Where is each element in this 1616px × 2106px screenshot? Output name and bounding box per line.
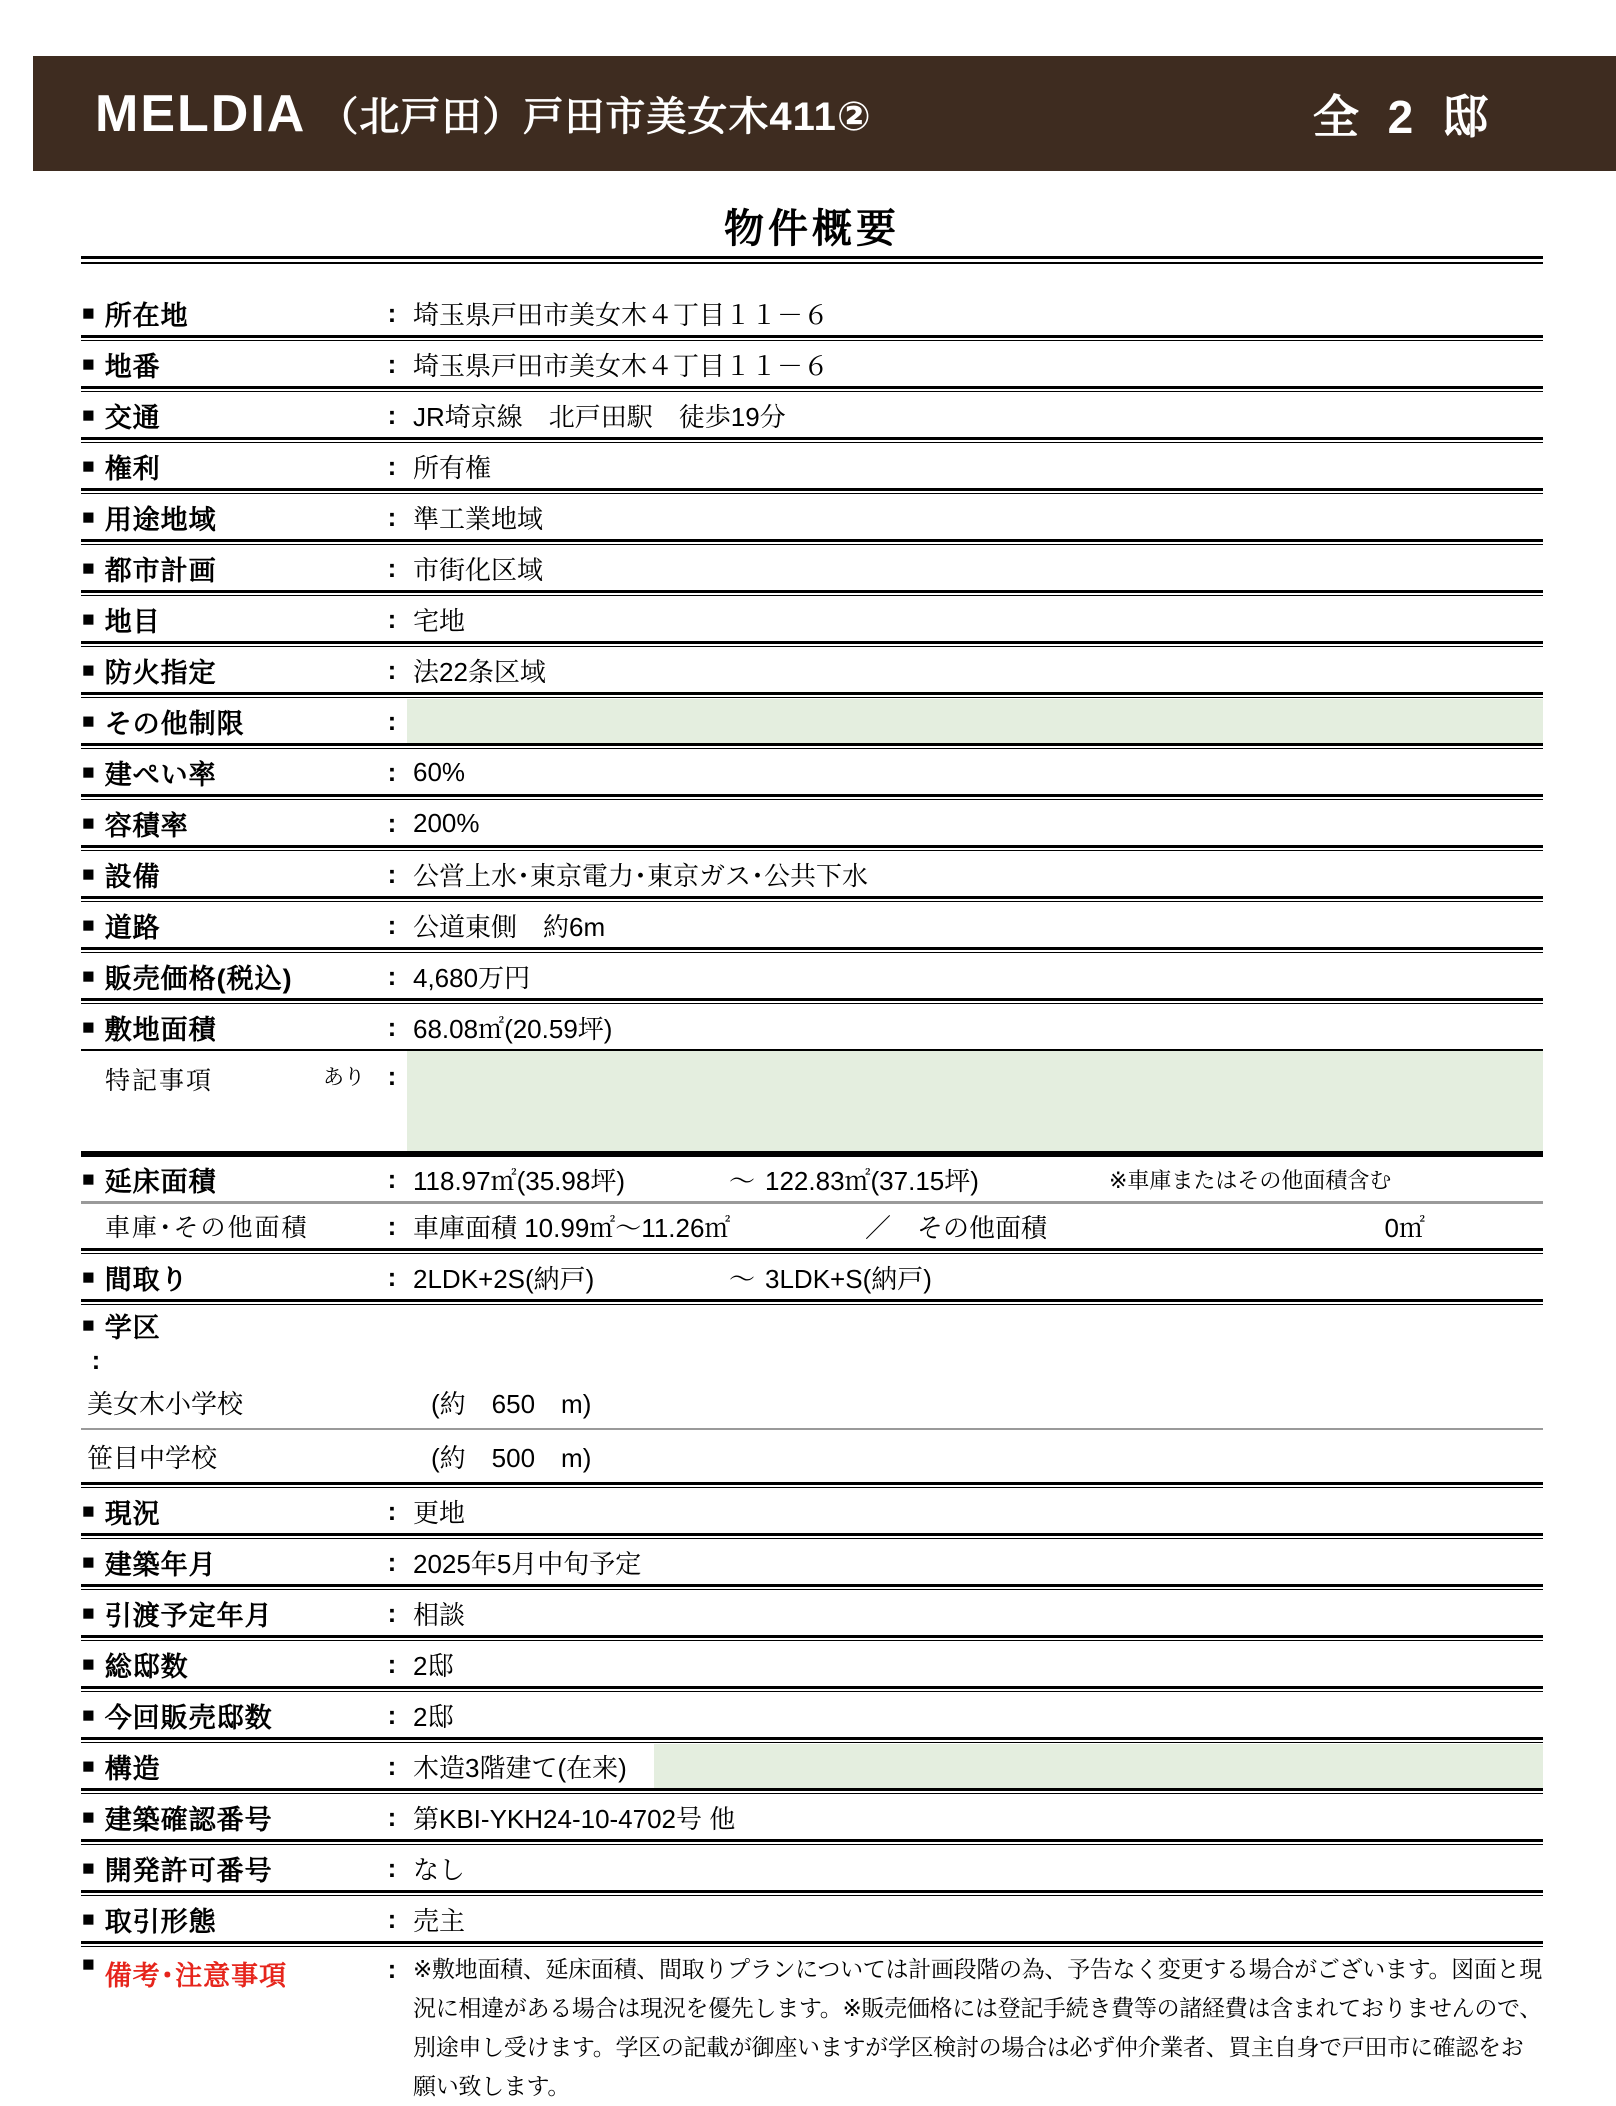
row-bullet-icon: ■	[82, 352, 95, 376]
row-divider	[81, 1737, 1543, 1744]
table-row	[81, 1693, 1543, 1737]
row-label-cell	[81, 801, 377, 845]
row-label: 敷地面積	[104, 1014, 217, 1045]
row-value	[407, 1204, 1543, 1248]
row-bullet-icon: ■	[82, 1953, 95, 1976]
row-label: 引渡予定年月	[104, 1600, 273, 1631]
row-label-cell	[81, 852, 377, 896]
row-label: 延床面積	[104, 1166, 217, 1197]
row-colon: :	[387, 501, 397, 532]
row-divider	[81, 641, 1543, 648]
row-value: 4,680万円	[413, 962, 531, 993]
table-row	[81, 291, 1543, 335]
row-label: 建築確認番号	[104, 1804, 273, 1835]
row-divider	[81, 437, 1543, 444]
row-label-cell	[81, 1642, 377, 1686]
spec-table	[81, 291, 1543, 2106]
row-colon: :	[387, 297, 397, 328]
row-label: 地目	[104, 606, 161, 637]
row-bullet-icon: ■	[82, 1907, 95, 1931]
row-bullet-icon: ■	[82, 964, 95, 988]
row-value	[407, 1157, 1543, 1201]
row-label-cell	[81, 1744, 377, 1788]
row-label-cell	[81, 903, 377, 947]
row-colon: :	[387, 858, 397, 889]
table-row	[81, 1897, 1543, 1941]
row-divider	[81, 1482, 1543, 1489]
row-label-cell	[81, 546, 377, 590]
row-colon: :	[387, 1852, 397, 1883]
table-row	[81, 1306, 1543, 1482]
row-bullet-icon: ■	[82, 862, 95, 886]
row-bullet-icon: ■	[82, 913, 95, 937]
row-value: 更地	[413, 1497, 466, 1528]
row-colon: :	[387, 1210, 397, 1241]
row-divider	[81, 335, 1543, 342]
row-value: 相談	[413, 1599, 466, 1630]
row-bullet-icon: ■	[82, 607, 95, 631]
school-name: 美女木小学校	[87, 1388, 244, 1419]
other-area-label: ／ その他面積	[865, 1212, 1048, 1243]
row-divider	[81, 1890, 1543, 1897]
row-label-cell	[81, 1255, 377, 1299]
row-label-cell	[81, 699, 377, 743]
row-bullet-icon: ■	[82, 1652, 95, 1676]
row-divider	[81, 1248, 1543, 1255]
table-row	[81, 546, 1543, 590]
row-divider	[81, 590, 1543, 597]
row-label: 取引形態	[104, 1906, 217, 1937]
row-label: 所在地	[104, 300, 189, 331]
row-colon: :	[387, 399, 397, 430]
row-bullet-icon: ■	[82, 760, 95, 784]
table-row	[81, 1005, 1543, 1049]
row-bullet-icon: ■	[82, 1167, 95, 1191]
row-label: 交通	[104, 402, 161, 433]
row-value: 60%	[413, 756, 466, 787]
row-value: JR埼京線 北戸田駅 徒歩19分	[413, 401, 786, 432]
row-label: 特記事項	[105, 1067, 214, 1095]
row-colon: :	[387, 909, 397, 940]
row-label-cell	[81, 1795, 377, 1839]
row-label: 現況	[104, 1498, 161, 1529]
row-colon: :	[387, 348, 397, 379]
row-label: 総邸数	[104, 1651, 189, 1682]
table-row	[81, 444, 1543, 488]
row-value green-cell	[407, 699, 1543, 743]
value-max: 3LDK+S(納戸)	[765, 1263, 932, 1294]
row-bullet-icon: ■	[82, 1314, 95, 1337]
row-value: 2邸	[413, 1701, 454, 1732]
row-divider	[81, 1533, 1543, 1540]
row-label: その他制限	[104, 708, 245, 739]
row-bullet-icon: ■	[82, 1601, 95, 1625]
value-min: 2LDK+2S(納戸)	[413, 1263, 595, 1294]
row-bullet-icon: ■	[82, 505, 95, 529]
row-label: 建ぺい率	[104, 759, 217, 790]
row-label: 備考･注意事項	[104, 1961, 288, 1991]
table-row	[81, 1204, 1543, 1248]
row-divider	[81, 488, 1543, 495]
row-colon: :	[387, 807, 397, 838]
row-bullet-icon: ■	[82, 1265, 95, 1289]
row-value: 公営上水･東京電力･東京ガス･公共下水	[413, 860, 869, 891]
table-row	[81, 342, 1543, 386]
table-row	[81, 1846, 1543, 1890]
row-divider	[81, 1635, 1543, 1642]
row-colon: :	[387, 603, 397, 634]
school-name: 笹目中学校	[87, 1442, 218, 1473]
row-divider	[81, 1839, 1543, 1846]
row-colon: :	[387, 1546, 397, 1577]
row-label: 学区	[104, 1313, 161, 1343]
header-bar	[33, 56, 1616, 171]
row-label: 道路	[104, 912, 161, 943]
row-divider	[81, 845, 1543, 852]
row-bullet-icon: ■	[82, 658, 95, 682]
school-row	[81, 1430, 1543, 1482]
row-colon: :	[387, 654, 397, 685]
row-label-cell	[81, 1306, 377, 1345]
row-divider	[81, 1788, 1543, 1795]
row-bullet-icon: ■	[82, 1499, 95, 1523]
row-value	[407, 1744, 1543, 1788]
row-label: 都市計画	[104, 555, 217, 586]
row-colon: :	[387, 1061, 397, 1091]
row-colon: :	[387, 1750, 397, 1781]
tokki-note: あり	[323, 1066, 365, 1089]
row-label-cell	[81, 393, 377, 437]
row-bullet-icon: ■	[82, 1754, 95, 1778]
row-value: 売主	[413, 1905, 466, 1936]
table-row	[81, 750, 1543, 794]
table-row	[81, 1489, 1543, 1533]
row-label: 建築年月	[104, 1549, 217, 1580]
row-bullet-icon: ■	[82, 1856, 95, 1880]
table-row	[81, 1157, 1543, 1201]
garage-area: 車庫面積 10.99㎡～11.26㎡	[413, 1212, 731, 1243]
row-bullet-icon: ■	[82, 811, 95, 835]
table-row	[81, 597, 1543, 641]
row-colon: :	[387, 1903, 397, 1934]
row-bullet-icon: ■	[82, 556, 95, 580]
row-bullet-icon: ■	[82, 1703, 95, 1727]
row-colon: :	[91, 1345, 101, 1375]
row-colon: :	[387, 450, 397, 481]
row-colon: :	[387, 552, 397, 583]
row-value: ※敷地面積、延床面積、間取りプランについては計画段階の為、予告なく変更する場合がございます。図面と現況に相違がある場合は現況を優先します。※販売価格には登記手続き費等の諸経費は含まれておりませんので、別途申し受けます。学区の記載が御座いますが学区検討の場合は必ず仲介業者、買主自身で戸田市に確認をお願い致します。	[413, 1956, 1542, 2099]
row-colon: :	[387, 1495, 397, 1526]
row-divider	[81, 998, 1543, 1005]
row-label-cell	[81, 1591, 377, 1635]
row-bullet-icon: ■	[82, 1805, 95, 1829]
row-divider	[81, 539, 1543, 546]
row-colon: :	[387, 1011, 397, 1042]
row-divider	[81, 1941, 1543, 1948]
row-label-cell	[81, 1489, 377, 1533]
table-row	[81, 1255, 1543, 1299]
row-label-cell	[81, 1897, 377, 1941]
school-row	[81, 1376, 1543, 1428]
range-tilde: ～	[728, 1165, 755, 1196]
row-label-cell	[81, 1948, 377, 2106]
row-label: 権利	[104, 453, 161, 484]
row-divider	[81, 947, 1543, 954]
doc-title: 物件概要	[724, 207, 900, 251]
row-colon: :	[387, 1261, 397, 1292]
table-row	[81, 648, 1543, 692]
row-label: 容積率	[104, 810, 189, 841]
row-label: 地番	[104, 351, 161, 382]
row-value: 宅地	[413, 605, 466, 636]
row-label: 構造	[104, 1753, 161, 1784]
row-divider	[81, 386, 1543, 393]
school-distance: (約 650 m)	[431, 1388, 592, 1419]
row-bullet-icon: ■	[82, 301, 95, 325]
table-row	[81, 1591, 1543, 1635]
table-row	[81, 1540, 1543, 1584]
table-row	[81, 1642, 1543, 1686]
other-area-value: 0㎡	[1384, 1212, 1425, 1243]
units-badge: 全 2 邸	[1312, 90, 1496, 143]
row-divider	[81, 1686, 1543, 1693]
row-label: 防火指定	[104, 657, 217, 688]
row-divider	[81, 1299, 1543, 1306]
row-value: なし	[413, 1854, 466, 1885]
row-value: 68.08㎡(20.59坪)	[413, 1013, 613, 1044]
row-colon: :	[387, 1597, 397, 1628]
row-divider	[81, 692, 1543, 699]
row-label-cell	[81, 1846, 377, 1890]
row-label: 用途地域	[104, 504, 217, 535]
value-note: ※車庫またはその他面積含む	[1109, 1167, 1392, 1193]
value-max: 122.83㎡(37.15坪)	[765, 1165, 979, 1196]
school-list	[81, 1376, 1543, 1482]
row-label-cell	[81, 444, 377, 488]
row-value: 第KBI-YKH24-10-4702号 他	[413, 1803, 736, 1834]
row-label: 販売価格(税込)	[104, 963, 293, 994]
row-label-cell	[81, 648, 377, 692]
row-value: 2025年5月中旬予定	[413, 1548, 642, 1579]
row-bullet-icon: ■	[82, 454, 95, 478]
row-divider	[81, 794, 1543, 801]
row-bullet-icon: ■	[82, 1550, 95, 1574]
table-row	[81, 801, 1543, 845]
value-min: 118.97㎡(35.98坪)	[413, 1165, 625, 1196]
row-colon: :	[387, 1699, 397, 1730]
range-tilde: ～	[728, 1263, 755, 1294]
row-label-cell	[81, 291, 377, 335]
row-label-cell	[81, 597, 377, 641]
row-label-cell	[81, 750, 377, 794]
table-row	[81, 1948, 1543, 2106]
row-label: 間取り	[104, 1264, 189, 1295]
row-divider	[81, 1584, 1543, 1591]
table-row	[81, 954, 1543, 998]
row-label: 設備	[104, 861, 161, 892]
row-colon: :	[387, 756, 397, 787]
row-label-cell	[81, 342, 377, 386]
row-label-cell	[81, 1540, 377, 1584]
row-value: 埼玉県戸田市美女木４丁目１１－６	[413, 299, 830, 330]
row-colon: :	[387, 1801, 397, 1832]
table-row	[81, 699, 1543, 743]
row-divider	[81, 743, 1543, 750]
table-row	[81, 393, 1543, 437]
row-bullet-icon: ■	[82, 1015, 95, 1039]
value-text: 木造3階建て(在来)	[413, 1752, 627, 1783]
row-value	[407, 1255, 1543, 1299]
row-colon: :	[387, 705, 397, 736]
row-bullet-icon: ■	[82, 403, 95, 427]
table-row	[81, 852, 1543, 896]
table-row	[81, 495, 1543, 539]
row-label-cell	[81, 1005, 377, 1049]
row-label-cell	[81, 954, 377, 998]
row-label-cell	[81, 1204, 377, 1248]
row-value: 準工業地域	[413, 503, 544, 534]
row-label: 車庫･その他面積	[105, 1214, 309, 1242]
row-label-cell	[81, 1693, 377, 1737]
row-divider	[81, 896, 1543, 903]
row-label: 今回販売邸数	[104, 1702, 273, 1733]
row-colon: :	[387, 1648, 397, 1679]
table-row	[81, 1744, 1543, 1788]
title-double-rule	[81, 256, 1543, 266]
row-value green-cell	[407, 1051, 1543, 1151]
row-value: 埼玉県戸田市美女木４丁目１１－６	[413, 350, 830, 381]
property-name: （北戸田）戸田市美女木411②	[318, 95, 872, 139]
table-row	[81, 903, 1543, 947]
brand-name: MELDIA	[95, 84, 307, 143]
row-value: 200%	[413, 807, 480, 838]
row-label-cell	[81, 495, 377, 539]
table-row	[81, 1795, 1543, 1839]
row-value: 法22条区域	[413, 656, 546, 687]
table-row	[81, 1051, 1543, 1151]
school-distance: (約 500 m)	[431, 1442, 592, 1473]
row-value: 公道東側 約6m	[413, 911, 606, 942]
row-label: 開発許可番号	[104, 1855, 273, 1886]
row-colon: :	[387, 1954, 397, 1984]
row-bullet-icon: ■	[82, 709, 95, 733]
row-value: 市街化区域	[413, 554, 544, 585]
row-label-cell	[81, 1051, 377, 1151]
row-label-cell	[81, 1157, 377, 1201]
row-value: 2邸	[413, 1650, 454, 1681]
row-colon: :	[387, 1163, 397, 1194]
main-content	[81, 171, 1543, 2106]
row-colon: :	[387, 960, 397, 991]
row-value: 所有権	[413, 452, 492, 483]
